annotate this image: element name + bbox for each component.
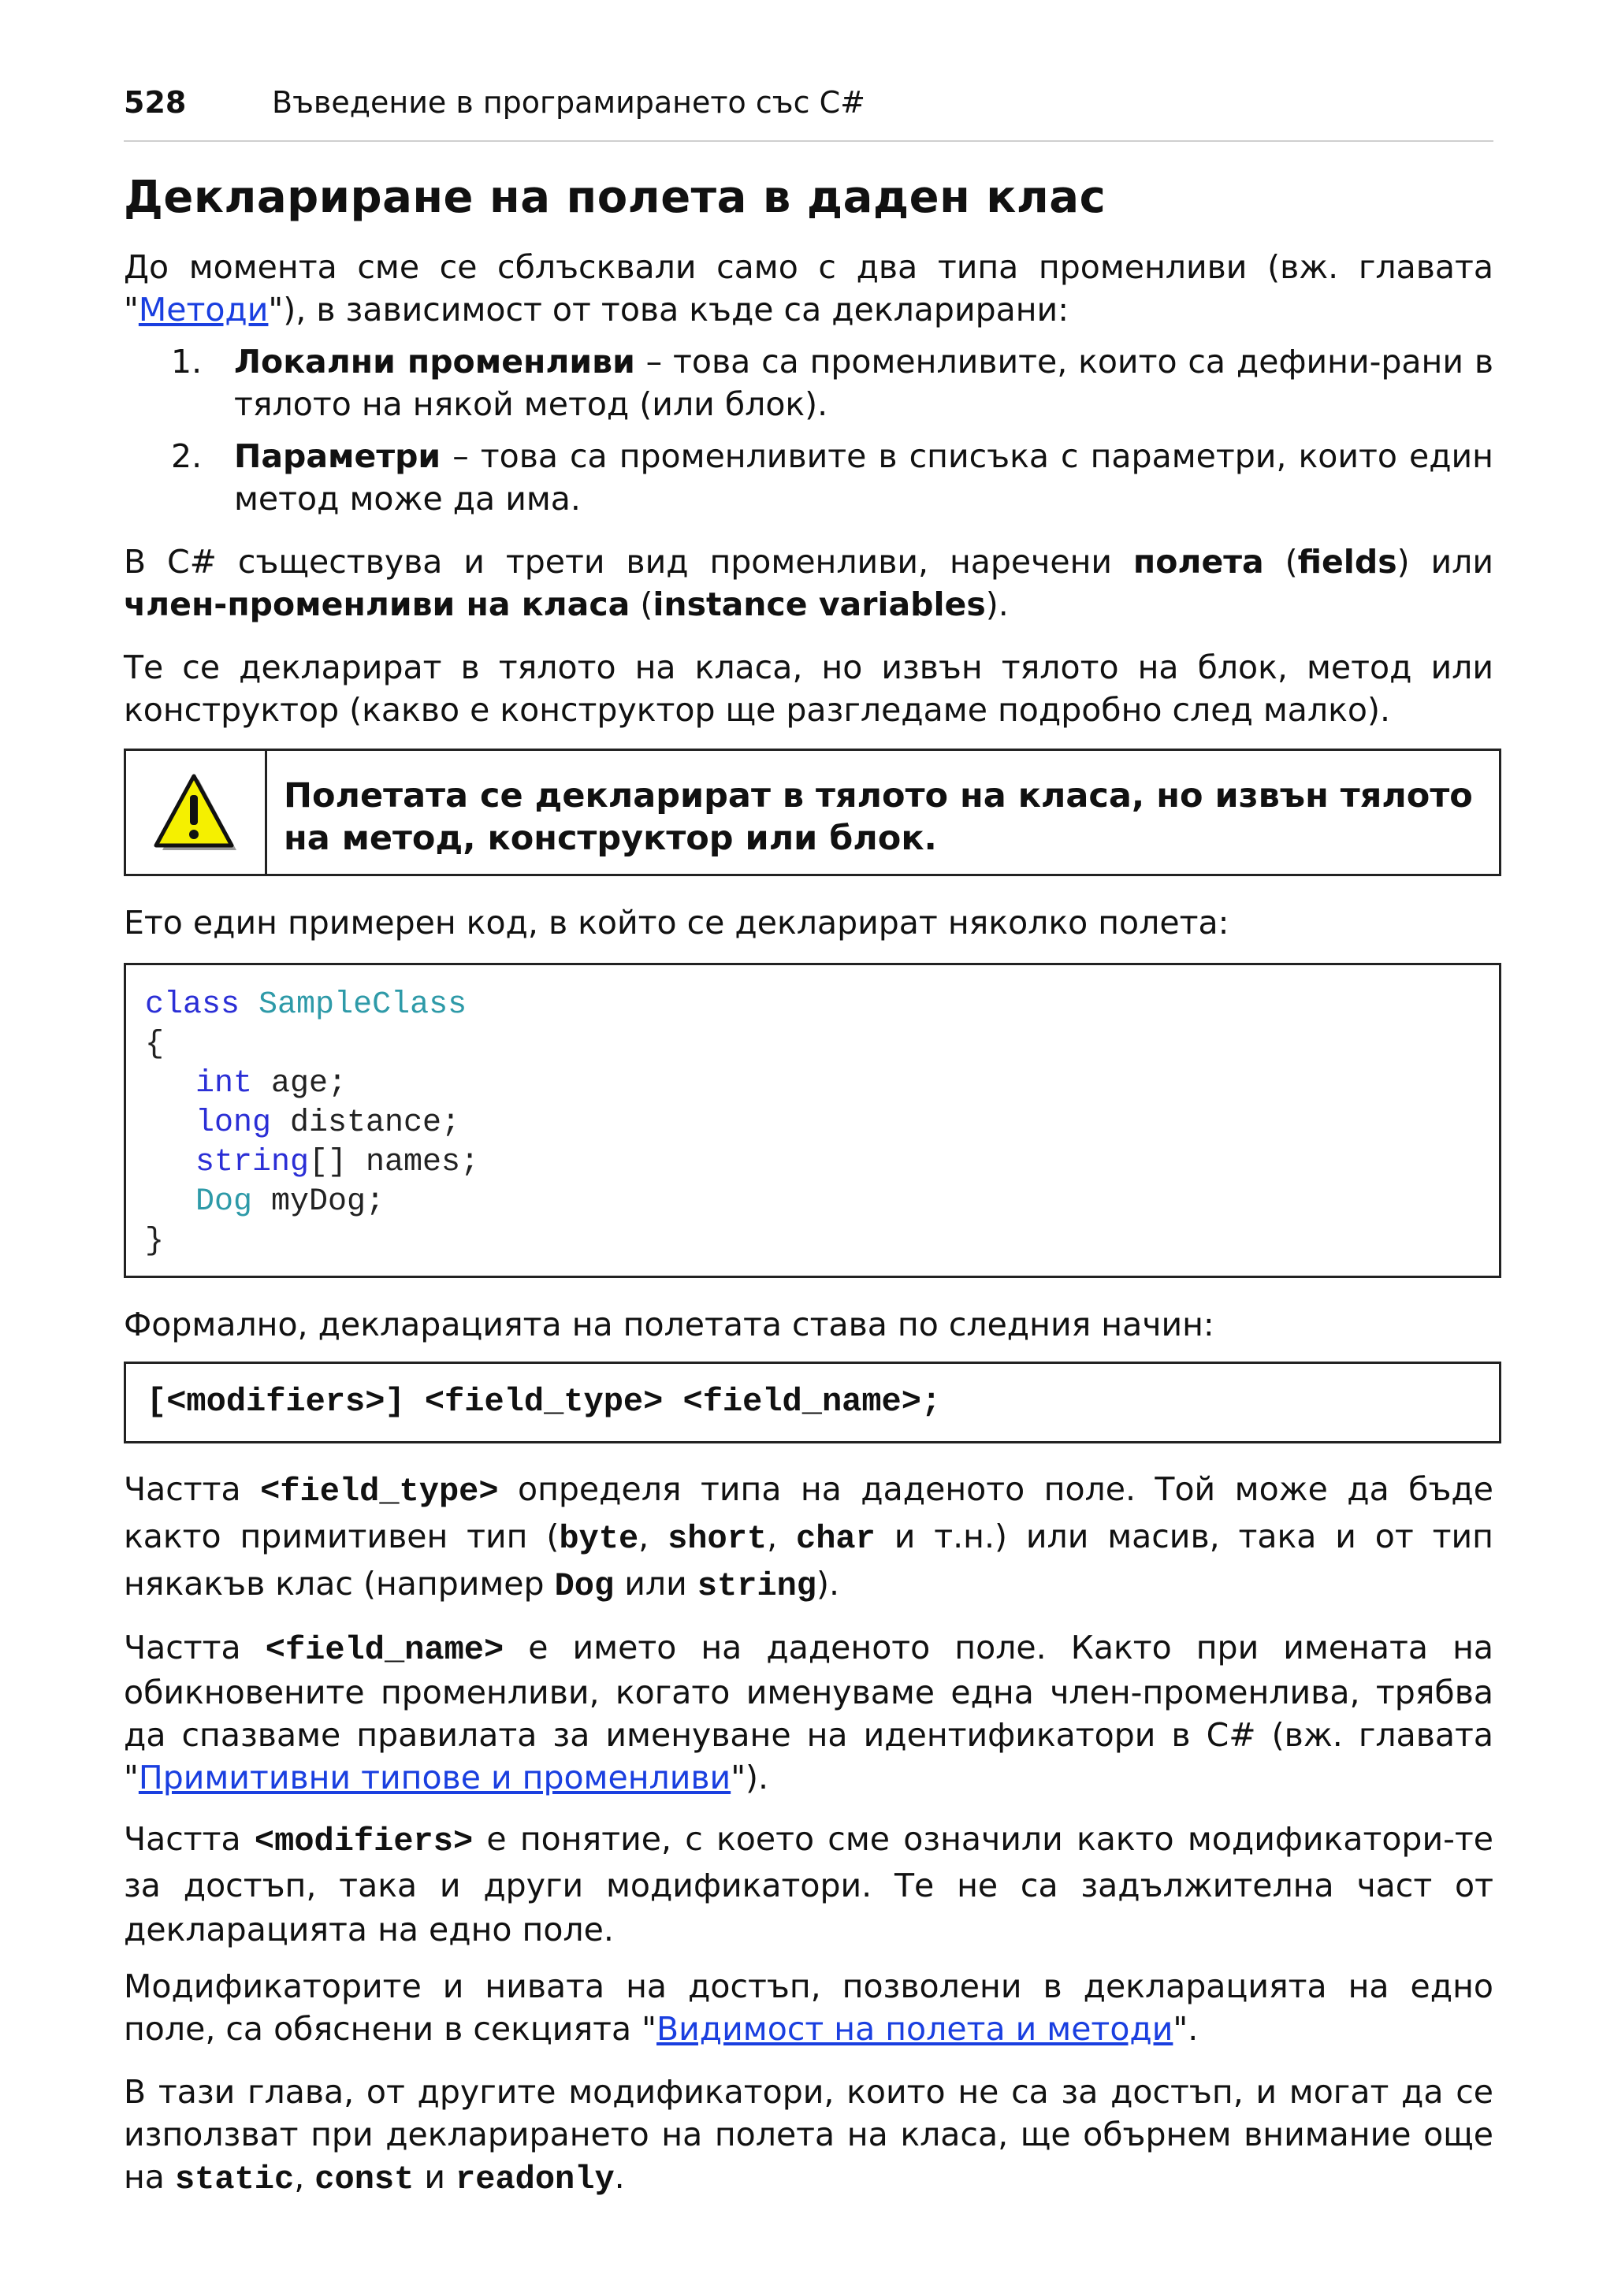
intro-paragraph: До момента сме се сблъсквали само с два типа променливи (вж. главата "Методи"), в зависимост от това къде са декларирани: — [124, 248, 1493, 329]
primitive-types-chapter-link[interactable]: Примитивни типове и променливи — [138, 1759, 731, 1796]
code-example — [124, 963, 1501, 1278]
field-name-paragraph: Частта <field_name> е името на даденото поле. Както при имената на обикновените променливи, когато именуваме една член-променлива, трябва да спазваме правилата за именуване на идентификатори в C# (вж. главата "Примитивни типове и променливи"). — [124, 1629, 1493, 1796]
code-line: { — [145, 1027, 165, 1062]
methods-chapter-link[interactable]: Методи — [138, 291, 269, 329]
last-paragraph: В тази глава, от другите модификатори, които не са за достъп, и могат да се използват при декларирането на полета на класа, ще обърнем внимание още на static, const и readonly. — [124, 2073, 1493, 2198]
field-type-paragraph: Частта <field_type> определя типа на даденото поле. Той може да бъде както примитивен тип (byte, short, char и т.н.) или масив, така и от тип някакъв клас (например Dog или string). — [124, 1470, 1493, 1605]
page-number: 528 — [124, 85, 187, 120]
warning-text: Полетата се декларират в тялото на класа, но извън тялото на метод, конструктор или блок. — [284, 776, 1473, 858]
example-intro: Ето един примерен код, в който се декларират няколко полета: — [124, 904, 1229, 942]
section-heading: Деклариране на полета в даден клас — [124, 172, 1106, 223]
code-line: Dog myDog; — [195, 1184, 385, 1220]
page-header — [124, 85, 1493, 142]
code-line: long distance; — [195, 1105, 461, 1141]
third-kind-paragraph: В C# съществува и трети вид променливи, наречени полета (fields) или член-променливи на класа (instance variables). — [124, 543, 1494, 623]
formal-intro: Формално, декларацията на полетата става по следния начин: — [124, 1306, 1214, 1343]
code-line: int age; — [195, 1066, 348, 1102]
code-line: class SampleClass — [145, 987, 467, 1023]
modifiers-paragraph: Частта <modifiers> е понятие, с което сме означили както модификатори-те за достъп, така и други модификатори. Те не са задължителна част от декларацията на едно поле. — [124, 1820, 1493, 1949]
visibility-section-link[interactable]: Видимост на полета и методи — [656, 2010, 1173, 2048]
access-paragraph: Модификаторите и нивата на достъп, позволени в декларацията на едно поле, са обяснени в секцията "Видимост на полета и методи". — [124, 1967, 1493, 2048]
book-title: Въведение в програмирането със C# — [272, 85, 865, 120]
warning-box — [124, 749, 1501, 876]
warning-icon — [151, 773, 240, 855]
declared-paragraph: Те се декларират в тялото на класа, но извън тялото на блок, метод или конструктор (какво е конструктор ще разгледаме подробно след малко). — [124, 648, 1493, 729]
field-syntax: [<modifiers>] <field_type> <field_name>; — [147, 1383, 942, 1421]
syntax-box — [124, 1362, 1501, 1443]
code-line: } — [145, 1224, 165, 1259]
code-line: string[] names; — [195, 1145, 480, 1180]
